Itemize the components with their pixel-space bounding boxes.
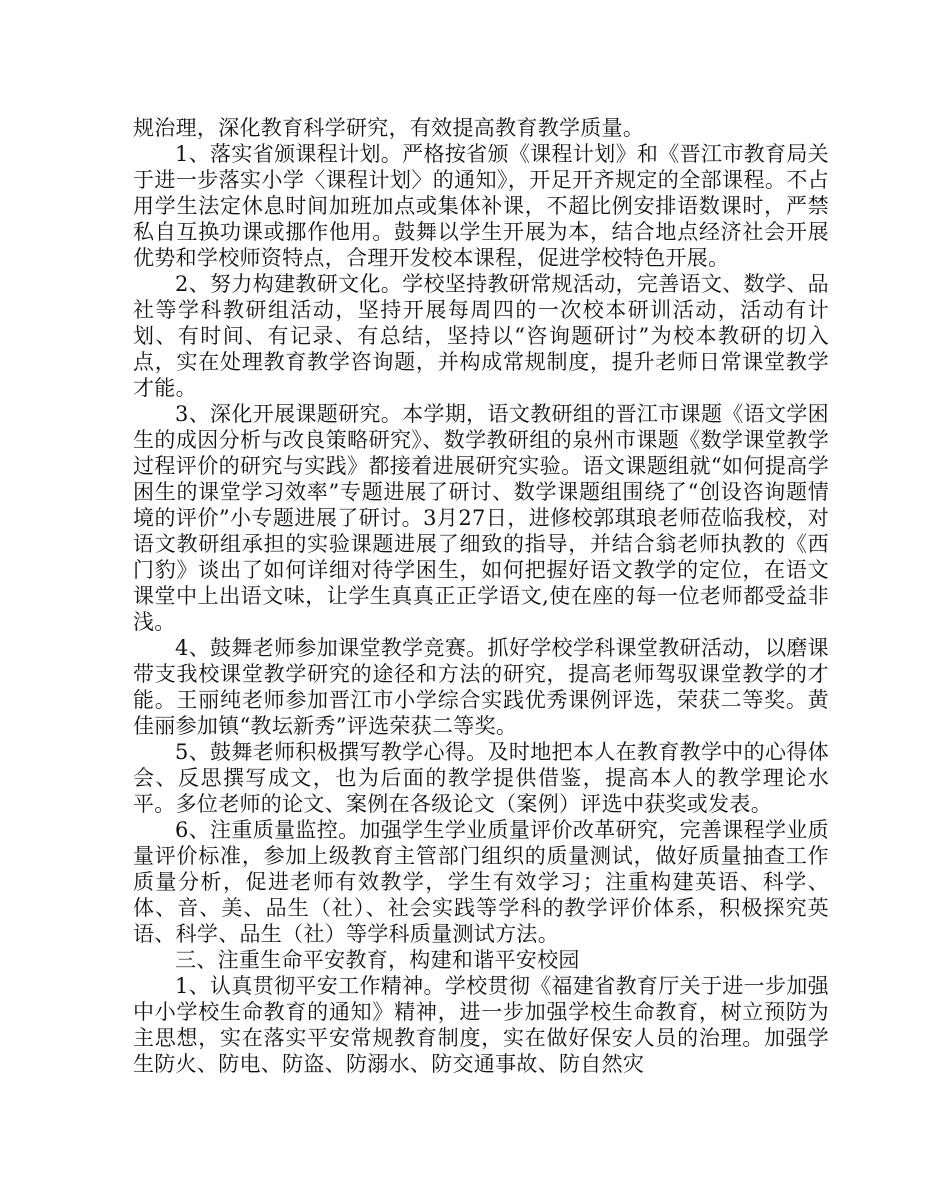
- paragraph-safety-work: 1、认真贯彻平安工作精神。学校贯彻《福建省教育厅关于进一步加强中小学校生命教育的通知》精神，进一步加强学校生命教育，树立预防为主思想，实在落实平安常规教育制度，实在做好保安人员的治理。加强学生防火、防电、防盗、防溺水、防交通事故、防自然灾: [133, 974, 829, 1076]
- paragraph-research-culture: 2、努力构建教研文化。学校坚持教研常规活动，完善语文、数学、品社等学科教研组活动，坚持开展每周四的一次校本研训活动，活动有计划、有时间、有记录、有总结，坚持以“咨询题研讨”为校本教研的切入点，实在处理教育教学咨询题，并构成常规制度，提升老师日常课堂教学才能。: [133, 272, 829, 400]
- paragraph-topic-research: 3、深化开展课题研究。本学期，语文教研组的晋江市课题《语文学困生的成因分析与改良策略研究》、数学教研组的泉州市课题《数学课堂教学过程评价的研究与实践》都接着进展研究实验。语文课题组就“如何提高学困生的课堂学习效率”专题进展了研讨、数学课题组围绕了“创设咨询题情境的评价”小专题进展了研讨。3月27日，进修校郭琪琅老师莅临我校，对语文教研组承担的实验课题进展了细致的指导，并结合翁老师执教的《西门豹》谈出了如何详细对待学困生，如何把握好语文教学的定位，在语文课堂中上出语文味，让学生真真正正学语文,使在座的每一位老师都受益非浅。: [133, 402, 829, 634]
- document-page: [133, 115, 829, 1077]
- paragraph-teaching-reflection: 5、鼓舞老师积极撰写教学心得。及时地把本人在教育教学中的心得体会、反思撰写成文，也为后面的教学提供借鉴，提高本人的教学理论水平。多位老师的论文、案例在各级论文（案例）评选中获奖或发表。: [133, 740, 829, 816]
- paragraph-continuation: 规治理，深化教育科学研究，有效提高教育教学质量。: [133, 116, 645, 140]
- section-heading-safety-education: 三、注重生命平安教育，构建和谐平安校园: [175, 948, 580, 972]
- paragraph-quality-monitoring: 6、注重质量监控。加强学生学业质量评价改革研究，完善课程学业质量评价标准，参加上级教育主管部门组织的质量测试，做好质量抽查工作质量分析，促进老师有效教学，学生有效学习；注重构建英语、科学、体、音、美、品生（社）、社会实践等学科的教学评价体系，积极探究英语、科学、品生（社）等学科质量测试方法。: [133, 818, 829, 946]
- paragraph-teaching-competition: 4、鼓舞老师参加课堂教学竞赛。抓好学校学科课堂教研活动，以磨课带支我校课堂教学研究的途径和方法的研究，提高老师驾驭课堂教学的才能。王丽纯老师参加晋江市小学综合实践优秀课例评选，荣获二等奖。黄佳丽参加镇“教坛新秀”评选荣获二等奖。: [133, 636, 829, 738]
- paragraph-course-plan: 1、落实省颁课程计划。严格按省颁《课程计划》和《晋江市教育局关于进一步落实小学〈课程计划〉的通知》，开足开齐规定的全部课程。不占用学生法定休息时间加班加点或集体补课，不超比例安排语数课时，严禁私自互换功课或挪作他用。鼓舞以学生开展为本，结合地点经济社会开展优势和学校师资特点，合理开发校本课程，促进学校特色开展。: [133, 142, 829, 270]
